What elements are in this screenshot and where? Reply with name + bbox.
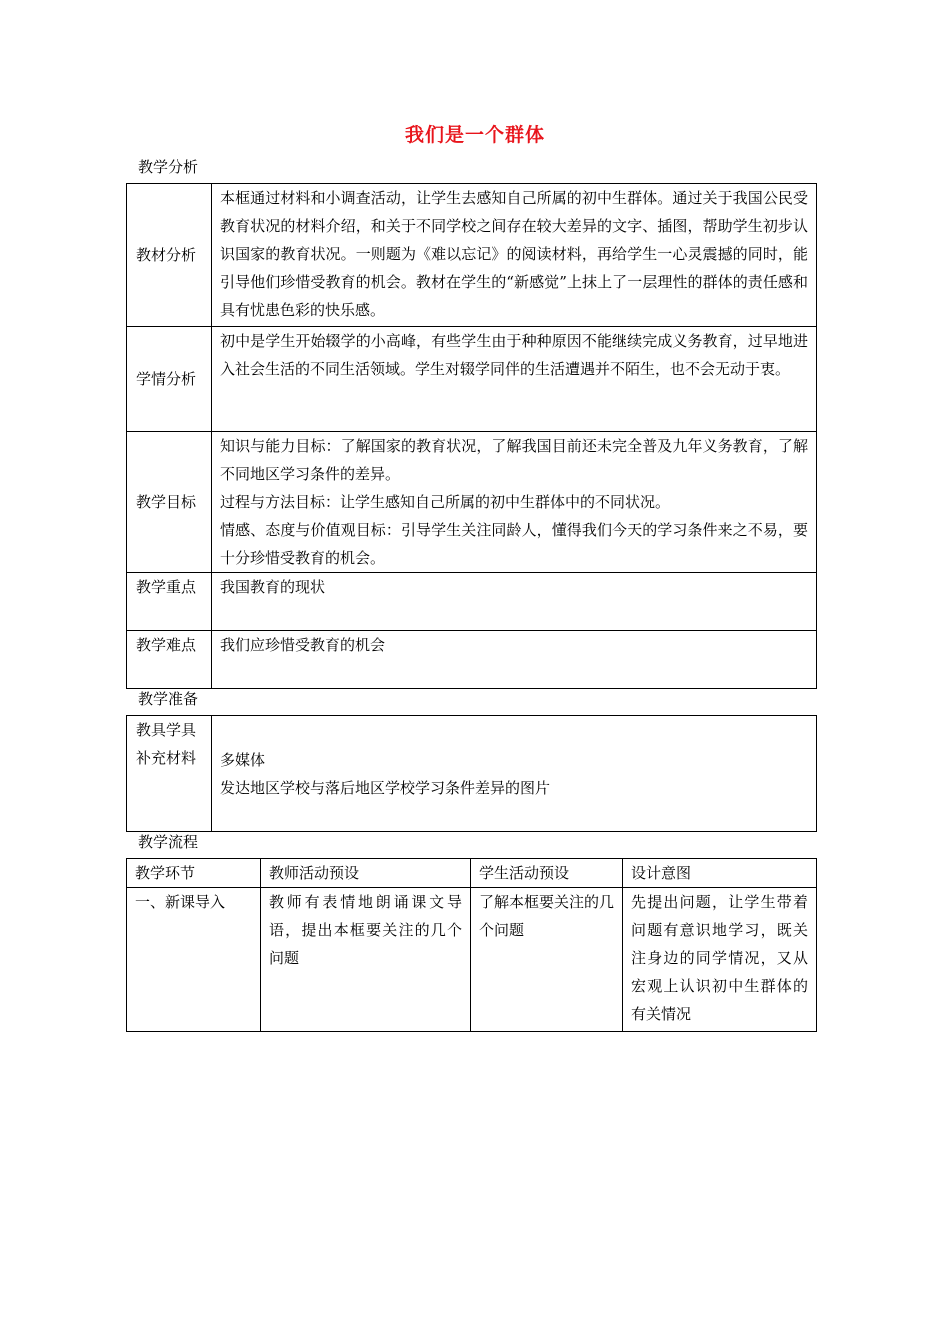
goal-emotion: 情感、态度与价值观目标：引导学生关注同龄人，懂得我们今天的学习条件来之不易，要十分珍惜受教育的机会。	[220, 521, 808, 567]
preparation-labels	[127, 716, 212, 832]
process-header-row	[127, 859, 817, 888]
header-stage: 教学环节	[127, 859, 261, 888]
process-row	[127, 888, 817, 1032]
goal-knowledge: 知识与能力目标：了解国家的教育状况，了解我国目前还未完全普及九年义务教育，了解不同地区学习条件的差异。	[220, 437, 808, 483]
section-heading-process: 教学流程	[138, 833, 199, 851]
process-table	[126, 858, 817, 1032]
header-teacher: 教师活动预设	[261, 859, 471, 888]
cell-stage: 一、新课导入	[127, 888, 261, 1032]
analysis-row-key-point	[127, 573, 817, 631]
row-label-students: 学情分析	[127, 327, 212, 432]
header-student: 学生活动预设	[471, 859, 623, 888]
preparation-items	[212, 716, 817, 832]
label-tools: 教具学具	[136, 721, 197, 739]
preparation-row	[127, 716, 817, 832]
row-content-students: 初中是学生开始辍学的小高峰，有些学生由于种种原因不能继续完成义务教育，过早地进入社会生活的不同生活领域。学生对辍学同伴的生活遭遇并不陌生，也不会无动于衷。	[212, 327, 817, 432]
document-title: 我们是一个群体	[404, 124, 545, 146]
row-content-textbook: 本框通过材料和小调查活动，让学生去感知自己所属的初中生群体。通过关于我国公民受教育状况的材料介绍，和关于不同学校之间存在较大差异的文字、插图，帮助学生初步认识国家的教育状况。一则题为《难以忘记》的阅读材料，再给学生一心灵震撼的同时，能引导他们珍惜受教育的机会。教材在学生的“新感觉”上抹上了一层理性的群体的责任感和具有忧患色彩的快乐感。	[212, 184, 817, 327]
analysis-row-goals	[127, 432, 817, 573]
cell-teacher: 教师有表情地朗诵课文导语，提出本框要关注的几个问题	[261, 888, 471, 1032]
cell-student: 了解本框要关注的几个问题	[471, 888, 623, 1032]
row-label-difficulty: 教学难点	[127, 631, 212, 689]
label-materials: 补充材料	[136, 749, 197, 767]
cell-intent: 先提出问题，让学生带着问题有意识地学习，既关注身边的同学情况，又从宏观上认识初中生群体的有关情况	[623, 888, 817, 1032]
row-label-key-point: 教学重点	[127, 573, 212, 631]
analysis-table	[126, 183, 817, 689]
preparation-table	[126, 715, 817, 832]
header-intent: 设计意图	[623, 859, 817, 888]
row-content-key-point: 我国教育的现状	[212, 573, 817, 631]
analysis-row-students	[127, 327, 817, 432]
section-heading-preparation: 教学准备	[138, 690, 199, 708]
row-content-difficulty: 我们应珍惜受教育的机会	[212, 631, 817, 689]
row-content-goals	[212, 432, 817, 573]
analysis-row-difficulty	[127, 631, 817, 689]
row-label-goals: 教学目标	[127, 432, 212, 573]
analysis-row-textbook	[127, 184, 817, 327]
section-heading-analysis: 教学分析	[138, 158, 199, 176]
goal-method: 过程与方法目标：让学生感知自己所属的初中生群体中的不同状况。	[220, 493, 671, 511]
item-pictures: 发达地区学校与落后地区学校学习条件差异的图片	[220, 778, 551, 797]
item-multimedia: 多媒体	[220, 750, 266, 769]
row-label-textbook: 教材分析	[127, 184, 212, 327]
